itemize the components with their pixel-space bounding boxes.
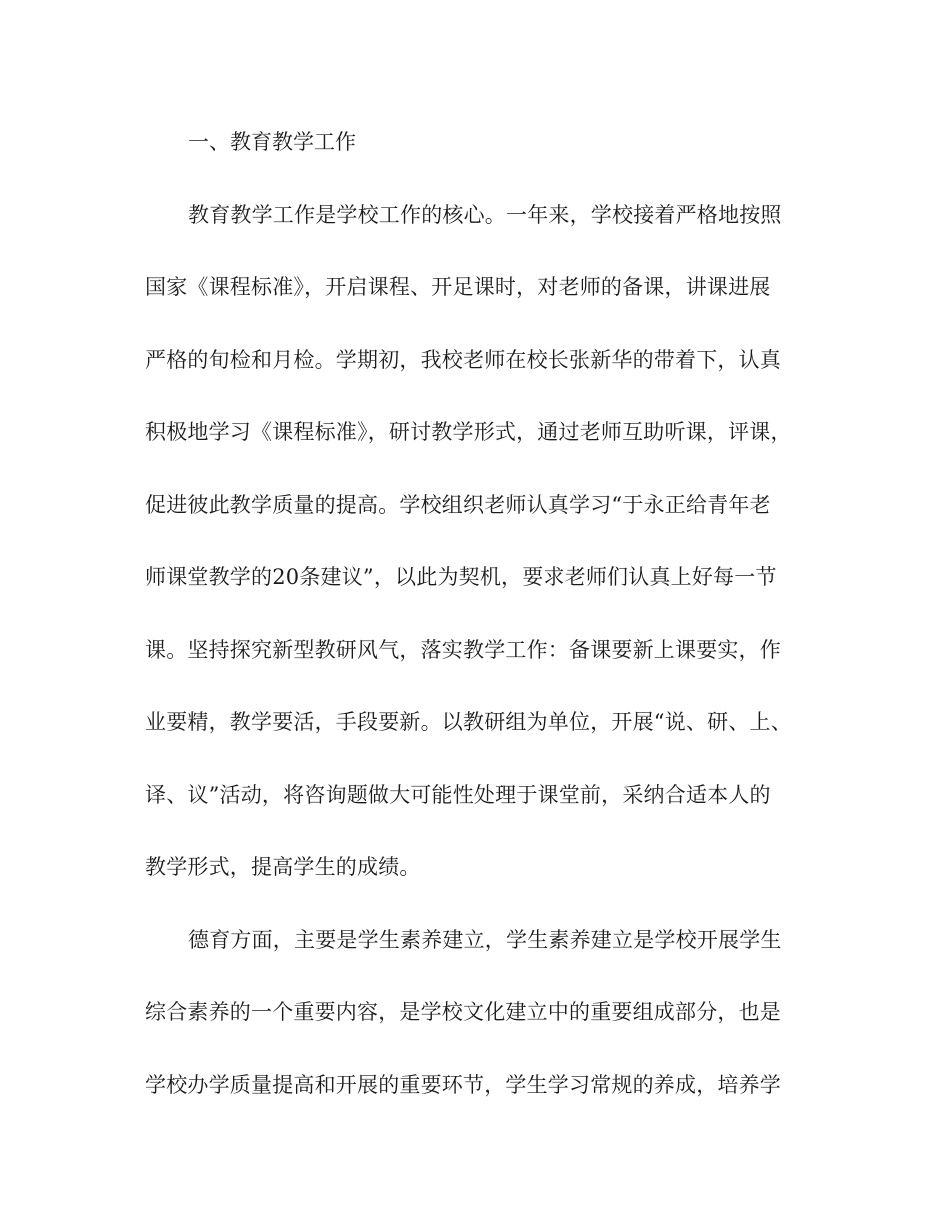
paragraph-1-line-8: 业要精，教学要活，手段要新。以教研组为单位，开展“说、研、上、: [145, 710, 792, 734]
paragraph-2-line-3: 学校办学质量提高和开展的重要环节，学生学习常规的养成，培养学: [145, 1072, 781, 1097]
document-body: [145, 120, 805, 1135]
paragraph-1-line-7: 课。坚持探究新型教研风气，落实教学工作：备课要新上课要实，作: [145, 637, 781, 662]
section-heading: 一、教育教学工作: [188, 130, 356, 154]
paragraph-1-line-6: 师课堂教学的20条建议”，以此为契机，要求老师们认真上好每一节: [145, 565, 777, 589]
paragraph-1-line-1: 教育教学工作是学校工作的核心。一年来，学校接着严格地按照: [188, 202, 782, 227]
paragraph-1-line-4: 积极地学习《课程标准》，研讨教学形式，通过老师互助听课，评课，: [145, 420, 792, 444]
paragraph-1-line-3: 严格的旬检和月检。学期初，我校老师在校长张新华的带着下，认真: [145, 347, 781, 372]
paragraph-1-line-5: 促进彼此教学质量的提高。学校组织老师认真学习“于永正给青年老: [145, 492, 771, 517]
paragraph-1-line-9: 译、议”活动，将咨询题做大可能性处理于课堂前，采纳合适本人的: [145, 782, 771, 807]
paragraph-2-line-1: 德育方面，主要是学生素养建立，学生素养建立是学校开展学生: [188, 927, 782, 952]
paragraph-1-line-10: 教学形式，提高学生的成绩。: [145, 855, 421, 879]
paragraph-1-line-2: 国家《课程标准》，开启课程、开足课时，对老师的备课，讲课进展: [145, 275, 771, 299]
paragraph-2-line-2: 综合素养的一个重要内容，是学校文化建立中的重要组成部分，也是: [145, 1000, 781, 1024]
